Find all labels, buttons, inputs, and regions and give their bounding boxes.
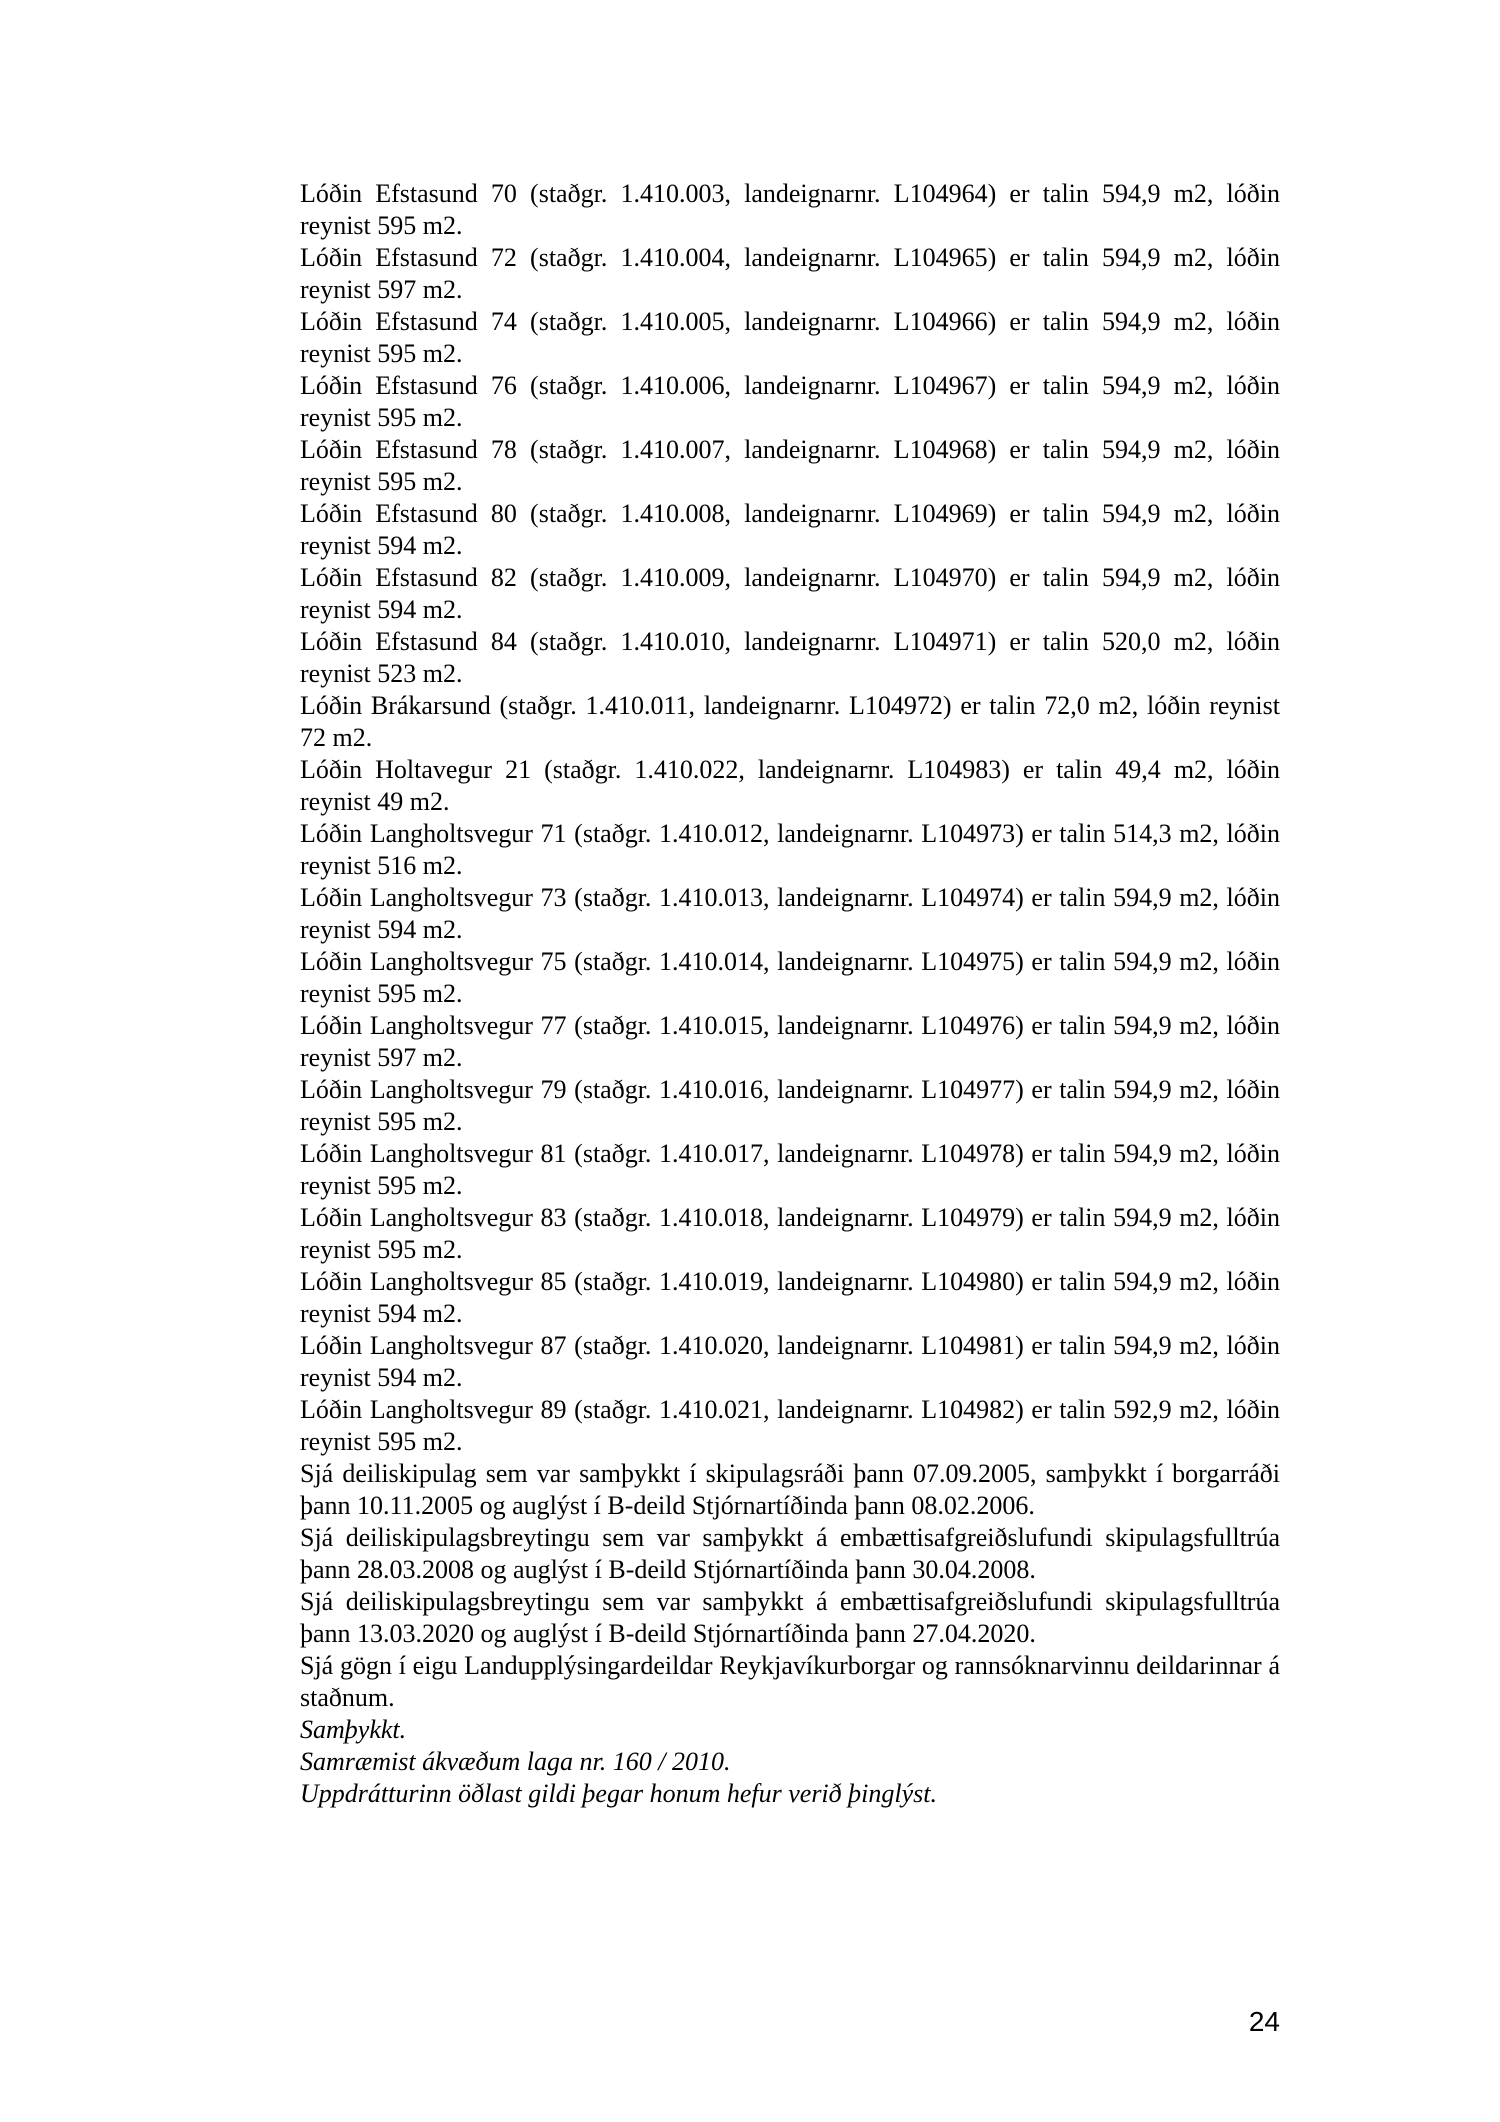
lot-entry-langholtsvegur-83: Lóðin Langholtsvegur 83 (staðgr. 1.410.018, landeignarnr. L104979) er talin 594,9 m2, lóðin reynist 595 m2.: [300, 1203, 1280, 1264]
page-number: 24: [1248, 2006, 1280, 2037]
validity-statement: Uppdrátturinn öðlast gildi þegar honum hefur verið þinglýst.: [300, 1779, 937, 1808]
reference-amendment-2008: Sjá deiliskipulagsbreytingu sem var samþykkt á embættisafgreiðslufundi skipulagsfulltrúa þann 28.03.2008 og auglýst í B-deild Stjórnartíðinda þann 30.04.2008.: [300, 1523, 1280, 1584]
lot-entry-langholtsvegur-87: Lóðin Langholtsvegur 87 (staðgr. 1.410.020, landeignarnr. L104981) er talin 594,9 m2, lóðin reynist 594 m2.: [300, 1331, 1280, 1392]
reference-amendment-2020: Sjá deiliskipulagsbreytingu sem var samþykkt á embættisafgreiðslufundi skipulagsfulltrúa þann 13.03.2020 og auglýst í B-deild Stjórnartíðinda þann 27.04.2020.: [300, 1587, 1280, 1648]
lot-entry-efstasund-82: Lóðin Efstasund 82 (staðgr. 1.410.009, landeignarnr. L104970) er talin 594,9 m2, lóðin reynist 594 m2.: [300, 563, 1280, 624]
lot-entry-langholtsvegur-89: Lóðin Langholtsvegur 89 (staðgr. 1.410.021, landeignarnr. L104982) er talin 592,9 m2, lóðin reynist 595 m2.: [300, 1395, 1280, 1456]
lot-entry-efstasund-80: Lóðin Efstasund 80 (staðgr. 1.410.008, landeignarnr. L104969) er talin 594,9 m2, lóðin reynist 594 m2.: [300, 499, 1280, 560]
reference-plan-2005: Sjá deiliskipulag sem var samþykkt í skipulagsráði þann 07.09.2005, samþykkt í borgarráði þann 10.11.2005 og auglýst í B-deild Stjórnartíðinda þann 08.02.2006.: [300, 1459, 1280, 1520]
lot-entry-efstasund-78: Lóðin Efstasund 78 (staðgr. 1.410.007, landeignarnr. L104968) er talin 594,9 m2, lóðin reynist 595 m2.: [300, 435, 1280, 496]
lot-entry-langholtsvegur-77: Lóðin Langholtsvegur 77 (staðgr. 1.410.015, landeignarnr. L104976) er talin 594,9 m2, lóðin reynist 597 m2.: [300, 1011, 1280, 1072]
lot-entry-efstasund-74: Lóðin Efstasund 74 (staðgr. 1.410.005, landeignarnr. L104966) er talin 594,9 m2, lóðin reynist 595 m2.: [300, 307, 1280, 368]
lot-entry-langholtsvegur-71: Lóðin Langholtsvegur 71 (staðgr. 1.410.012, landeignarnr. L104973) er talin 514,3 m2, lóðin reynist 516 m2.: [300, 819, 1280, 880]
reference-land-data: Sjá gögn í eigu Landupplýsingardeildar Reykjavíkurborgar og rannsóknarvinnu deildarinnar á staðnum.: [300, 1651, 1280, 1712]
lot-entry-efstasund-70: Lóðin Efstasund 70 (staðgr. 1.410.003, landeignarnr. L104964) er talin 594,9 m2, lóðin reynist 595 m2.: [300, 179, 1280, 240]
law-conformity-statement: Samræmist ákvæðum laga nr. 160 / 2010.: [300, 1747, 731, 1776]
lot-entry-brakarsund: Lóðin Brákarsund (staðgr. 1.410.011, landeignarnr. L104972) er talin 72,0 m2, lóðin reynist 72 m2.: [300, 691, 1280, 752]
lot-entry-langholtsvegur-85: Lóðin Langholtsvegur 85 (staðgr. 1.410.019, landeignarnr. L104980) er talin 594,9 m2, lóðin reynist 594 m2.: [300, 1267, 1280, 1328]
lot-entry-holtavegur-21: Lóðin Holtavegur 21 (staðgr. 1.410.022, landeignarnr. L104983) er talin 49,4 m2, lóðin reynist 49 m2.: [300, 755, 1280, 816]
lot-entry-langholtsvegur-79: Lóðin Langholtsvegur 79 (staðgr. 1.410.016, landeignarnr. L104977) er talin 594,9 m2, lóðin reynist 595 m2.: [300, 1075, 1280, 1136]
lot-entry-langholtsvegur-81: Lóðin Langholtsvegur 81 (staðgr. 1.410.017, landeignarnr. L104978) er talin 594,9 m2, lóðin reynist 595 m2.: [300, 1139, 1280, 1200]
lot-entry-efstasund-84: Lóðin Efstasund 84 (staðgr. 1.410.010, landeignarnr. L104971) er talin 520,0 m2, lóðin reynist 523 m2.: [300, 627, 1280, 688]
lot-entry-efstasund-76: Lóðin Efstasund 76 (staðgr. 1.410.006, landeignarnr. L104967) er talin 594,9 m2, lóðin reynist 595 m2.: [300, 371, 1280, 432]
lot-entry-efstasund-72: Lóðin Efstasund 72 (staðgr. 1.410.004, landeignarnr. L104965) er talin 594,9 m2, lóðin reynist 597 m2.: [300, 243, 1280, 304]
approval-statement: Samþykkt.: [300, 1715, 407, 1744]
lot-entry-langholtsvegur-73: Lóðin Langholtsvegur 73 (staðgr. 1.410.013, landeignarnr. L104974) er talin 594,9 m2, lóðin reynist 594 m2.: [300, 883, 1280, 944]
document-body: [300, 178, 1280, 1810]
lot-entry-langholtsvegur-75: Lóðin Langholtsvegur 75 (staðgr. 1.410.014, landeignarnr. L104975) er talin 594,9 m2, lóðin reynist 595 m2.: [300, 947, 1280, 1008]
